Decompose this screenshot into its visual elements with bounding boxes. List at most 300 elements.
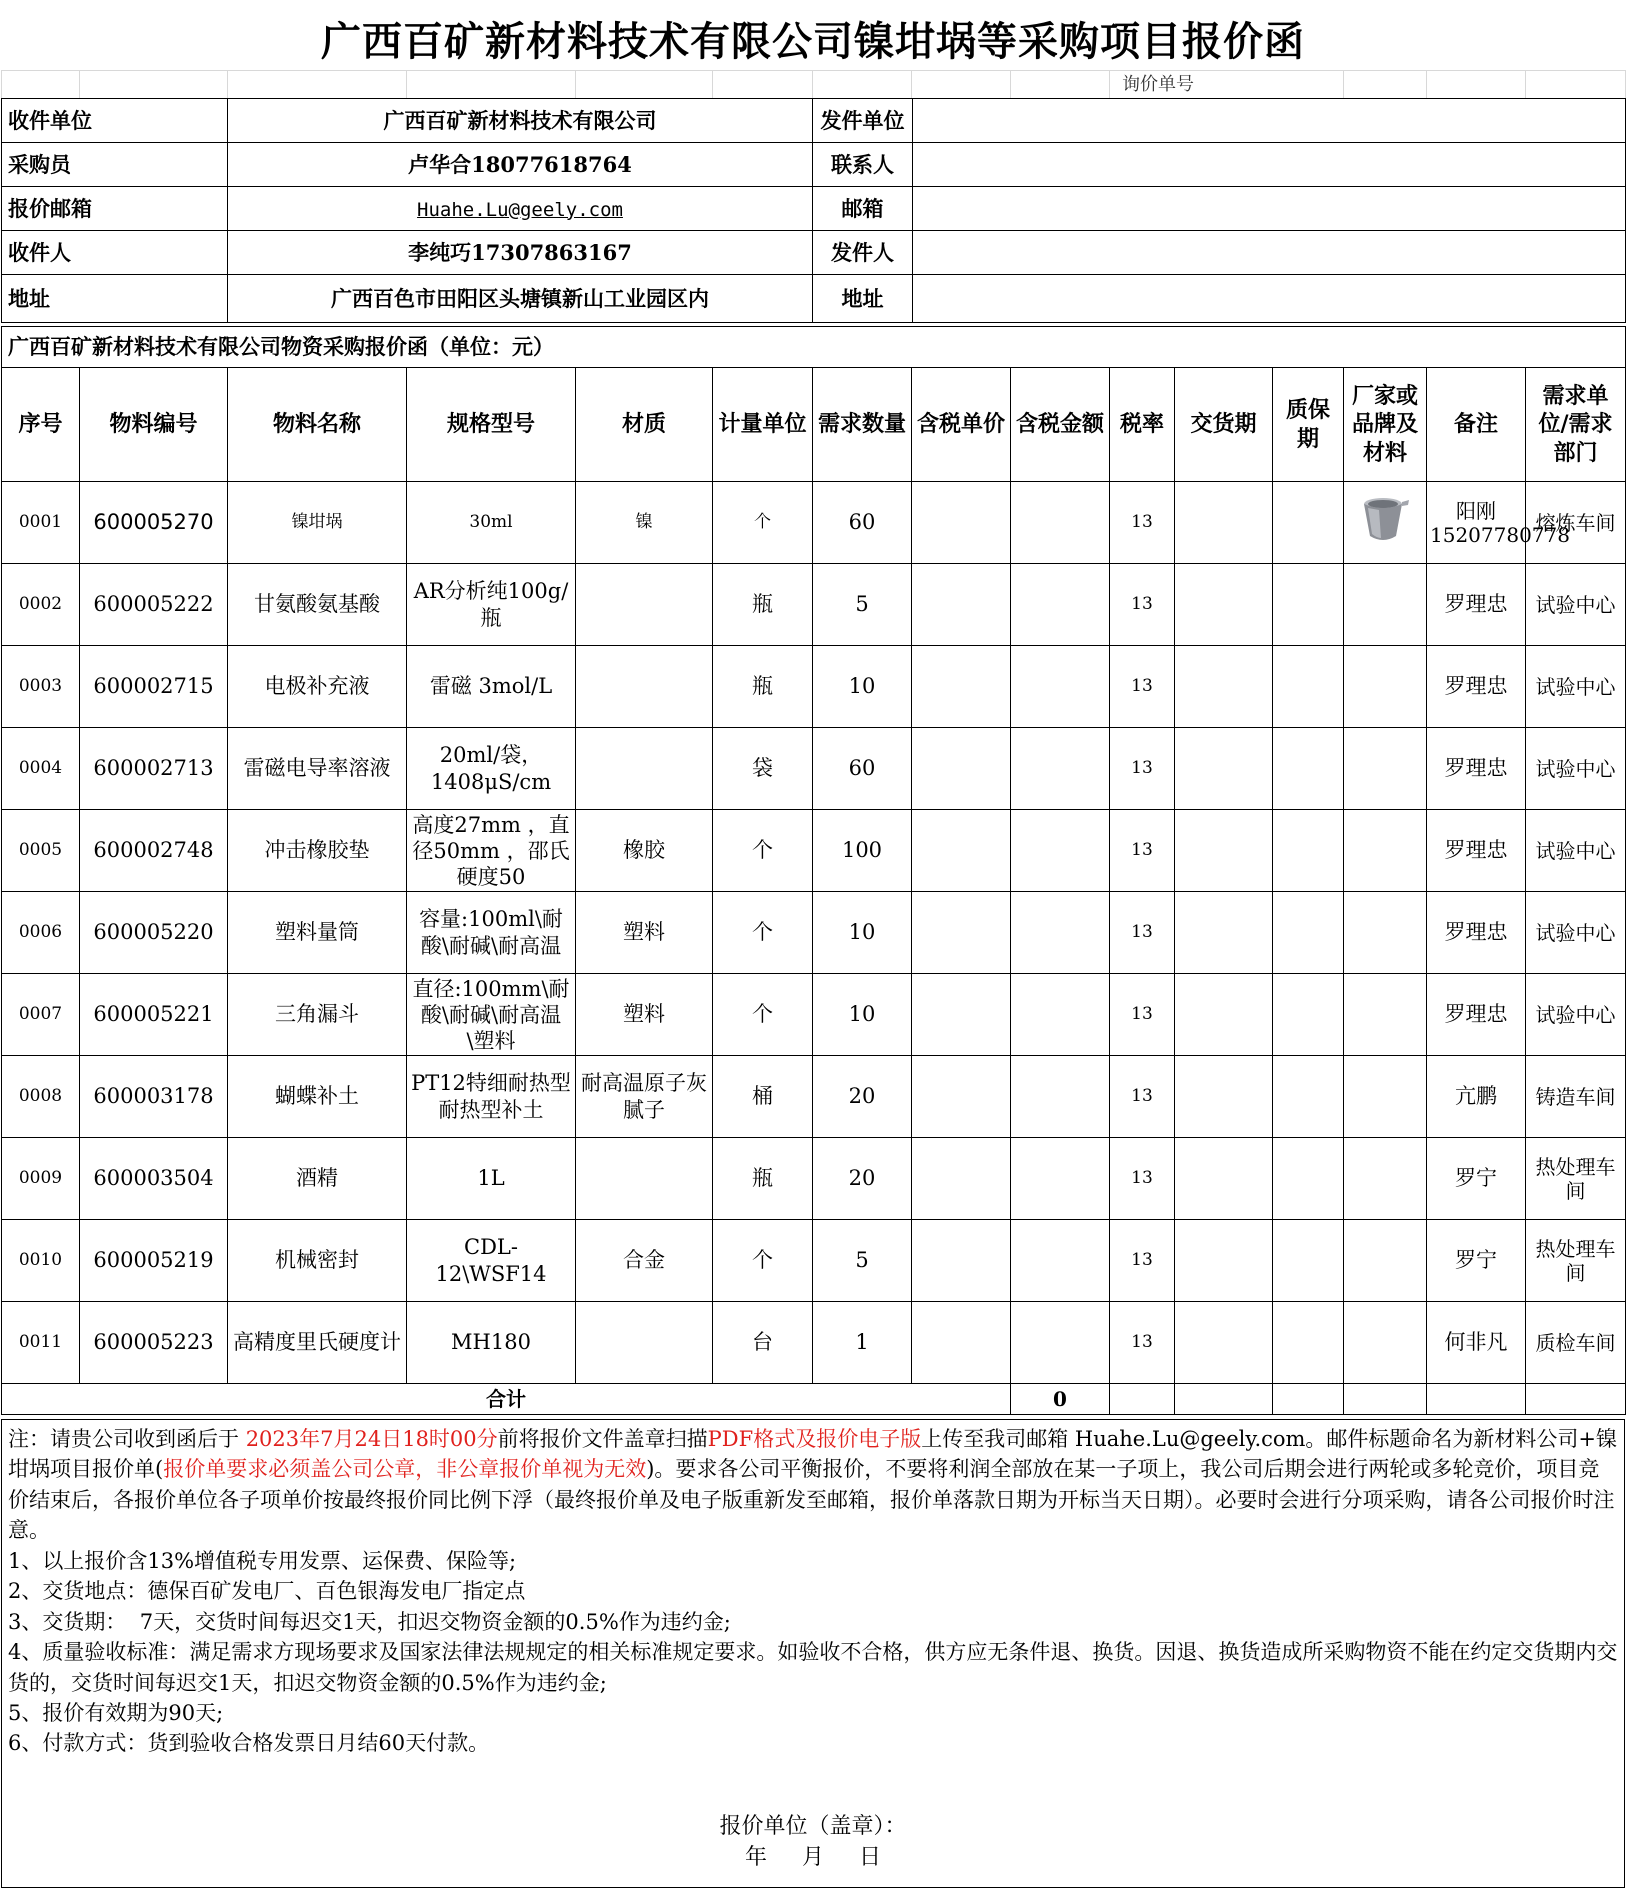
header-cell: 计量单位 [713,368,813,482]
buyer-label: 采购员 [2,143,228,187]
contact-label: 联系人 [813,143,913,187]
material-code [80,1138,228,1220]
unit-text: 瓶 [752,673,773,698]
tax-rate [1110,810,1175,892]
department-text: 质检车间 [1535,1330,1616,1355]
department-text: 铸造车间 [1535,1084,1616,1109]
spec [407,810,576,892]
material-code [80,646,228,728]
page-title: 广西百矿新材料技术有限公司镍坩埚等采购项目报价函 [321,17,1305,65]
department [1526,1220,1626,1302]
note-item: 4、质量验收标准：满足需求方现场要求及国家法律法规规定的相关标准规定要求。如验收不合格，供方应无条件退、换货。因退、换货造成所采购物资不能在约定交货期内交货的，交货时间每迟交1天，扣迟交物资金额的0.5%作为违约金; [8,1640,1618,1695]
material-name-text: 蝴蝶补土 [275,1083,359,1108]
warranty-input[interactable] [1273,1302,1344,1384]
material-code-text: 600005223 [93,1329,214,1354]
table-row [2,482,1626,564]
warranty-input[interactable] [1273,974,1344,1056]
warranty-input[interactable] [1273,810,1344,892]
delivery-input[interactable] [1175,1220,1273,1302]
notes-section [1,1419,1625,1888]
warranty-input[interactable] [1273,1220,1344,1302]
delivery-input[interactable] [1175,892,1273,974]
remark-text: 罗理忠 [1444,837,1508,862]
unit-text: 台 [752,1329,773,1354]
tax-rate [1110,1220,1175,1302]
quote-email-cell [228,187,813,231]
tax-rate-text: 13 [1131,676,1153,697]
tax-rate [1110,1056,1175,1138]
amount-input[interactable] [1011,728,1110,810]
material-text: 镍 [635,511,653,532]
quantity [813,728,912,810]
remark-text: 罗理忠 [1444,591,1508,616]
tax-rate [1110,646,1175,728]
row-number [2,974,80,1056]
row-number-text: 0001 [18,512,63,533]
crucible-image [1359,492,1411,546]
row-number [2,892,80,974]
deadline-text: 2023年7月24日18时00分 [245,1427,498,1451]
department-text: 试验中心 [1535,838,1616,863]
unit [713,728,813,810]
department-text: 热处理车间 [1535,1154,1616,1203]
material-name-text: 塑料量筒 [275,919,359,944]
brand-input[interactable] [1344,1220,1427,1302]
quantity [813,482,912,564]
quantity-text: 60 [848,755,876,780]
department [1526,974,1626,1056]
material [576,564,713,646]
row-number-text: 0004 [18,758,63,779]
material-code-text: 600005221 [93,1001,214,1026]
warranty-input[interactable] [1273,1138,1344,1220]
seal-label: 报价单位（盖章）： [719,1814,907,1839]
table-row [2,810,1626,892]
unit-text: 个 [752,837,773,862]
header-cell: 物料名称 [228,368,407,482]
material-name-text: 冲击橡胶垫 [264,837,370,862]
amount-input[interactable] [1011,646,1110,728]
spec-text: 直径:100mm\耐酸\耐碱\耐高温\塑料 [412,976,570,1053]
quantity [813,1302,912,1384]
material-code-text: 600002713 [93,755,214,780]
quantity-text: 20 [848,1165,876,1190]
amount-input[interactable] [1011,482,1110,564]
material-code-text: 600002715 [93,673,214,698]
spec [407,482,576,564]
seal-warning: 报价单要求必须盖公司公章，非公章报价单视为无效 [163,1457,647,1482]
recipient-value: 李纯巧17307863167 [228,231,813,275]
delivery-input[interactable] [1175,810,1273,892]
remark [1427,892,1526,974]
amount-input[interactable] [1011,1056,1110,1138]
tax-rate [1110,974,1175,1056]
department [1526,564,1626,646]
remark [1427,1138,1526,1220]
quantity-text: 5 [855,591,869,616]
spec-text: AR分析纯100g/瓶 [413,579,569,630]
total-row [2,1384,1626,1415]
brand-input[interactable] [1344,482,1427,564]
unit-price-input[interactable] [912,646,1011,728]
spec-text: 雷磁 3mol/L [429,674,553,699]
material-code-text: 600005220 [93,919,214,944]
row-number-text: 0011 [18,1332,63,1353]
row-number-text: 0007 [18,1004,63,1025]
delivery-input[interactable] [1175,974,1273,1056]
warranty-input[interactable] [1273,482,1344,564]
unit [713,1302,813,1384]
items-table [1,326,1626,1415]
unit-price-input[interactable] [912,564,1011,646]
email-value[interactable] [913,187,1626,231]
table-row [2,1220,1626,1302]
remark-text: 何非凡 [1444,1329,1508,1354]
header-cell: 质保期 [1273,368,1344,482]
header-cell: 序号 [2,368,80,482]
unit [713,892,813,974]
inquiry-label: 询价单号 [1110,71,1344,99]
unit-text: 个 [752,1001,773,1026]
department [1526,1302,1626,1384]
note-item: 5、报价有效期为90天; [8,1700,224,1725]
spec [407,892,576,974]
total-value: 0 [1011,1384,1110,1415]
department [1526,892,1626,974]
brand-input[interactable] [1344,1302,1427,1384]
remark [1427,646,1526,728]
unit-text: 个 [754,512,771,533]
material-code [80,974,228,1056]
department-text: 试验中心 [1535,592,1616,617]
remark [1427,728,1526,810]
spec [407,1302,576,1384]
material-name-text: 电极补充液 [264,673,370,698]
header-cell: 材质 [576,368,713,482]
remark-text: 罗理忠 [1444,673,1508,698]
table-subheading: 广西百矿新材料技术有限公司物资采购报价函（单位：元） [2,327,1626,368]
tax-rate-text: 13 [1131,1004,1153,1025]
department [1526,1056,1626,1138]
warranty-input[interactable] [1273,728,1344,810]
material-name [228,1302,407,1384]
material [576,728,713,810]
contact-value[interactable] [913,143,1626,187]
quantity [813,810,912,892]
unit-text: 个 [752,1247,773,1272]
warranty-input[interactable] [1273,892,1344,974]
delivery-input[interactable] [1175,482,1273,564]
unit-price-input[interactable] [912,1220,1011,1302]
unit-price-input[interactable] [912,1302,1011,1384]
material [576,482,713,564]
format-requirement: PDF格式及报价电子版 [707,1427,922,1451]
brand-input[interactable] [1344,1056,1427,1138]
address2-label: 地址 [813,275,913,323]
material-name [228,564,407,646]
material [576,974,713,1056]
buyer-value: 卢华合18077618764 [228,143,813,187]
department [1526,810,1626,892]
material [576,1302,713,1384]
unit [713,1220,813,1302]
receiver-unit-value: 广西百矿新材料技术有限公司 [228,99,813,143]
quantity-text: 1 [855,1329,869,1354]
warranty-input[interactable] [1273,1056,1344,1138]
quantity-text: 10 [848,1001,876,1026]
unit-price-input[interactable] [912,728,1011,810]
unit-price-input[interactable] [912,482,1011,564]
quantity-text: 60 [848,509,876,534]
material-name-text: 酒精 [296,1165,338,1190]
row-number-text: 0009 [18,1168,63,1189]
amount-input[interactable] [1011,1220,1110,1302]
unit-price-input[interactable] [912,892,1011,974]
material-name-text: 机械密封 [275,1247,359,1272]
row-number [2,810,80,892]
unit-text: 桶 [752,1083,773,1108]
header-cell: 规格型号 [407,368,576,482]
quantity [813,974,912,1056]
tax-rate-text: 13 [1131,512,1153,533]
material-name-text: 雷磁电导率溶液 [243,755,391,780]
tax-rate [1110,1138,1175,1220]
delivery-input[interactable] [1175,728,1273,810]
spec [407,1220,576,1302]
note-item: 2、交货地点：德保百矿发电厂、百色银海发电厂指定点 [8,1579,526,1604]
material-code [80,482,228,564]
unit-price-input[interactable] [912,810,1011,892]
warranty-input[interactable] [1273,646,1344,728]
row-number-text: 0006 [18,922,63,943]
material-name-text: 镍坩埚 [291,512,343,533]
header-cell: 交货期 [1175,368,1273,482]
amount-input[interactable] [1011,564,1110,646]
note-item: 1、以上报价含13%增值税专用发票、运保费、保险等; [8,1548,517,1573]
note-item: 6、付款方式：货到验收合格发票日月结60天付款。 [8,1731,490,1756]
material-code [80,564,228,646]
notes-text: 上传至我司邮箱 Huahe.Lu@geely.com。邮件标题命名为新材料公司+镍坩埚项目报价单( [8,1427,1618,1482]
unit [713,810,813,892]
notes-paragraph [8,1424,1618,1546]
delivery-input[interactable] [1175,1302,1273,1384]
amount-input[interactable] [1011,1302,1110,1384]
sender-unit-label: 发件单位 [813,99,913,143]
address2-value[interactable] [913,275,1626,323]
brand-input[interactable] [1344,564,1427,646]
row-number-text: 0003 [18,676,63,697]
remark-text: 罗理忠 [1444,919,1508,944]
delivery-input[interactable] [1175,1138,1273,1220]
quantity [813,1220,912,1302]
tax-rate-text: 13 [1131,1086,1153,1107]
spec [407,974,576,1056]
email-label: 邮箱 [813,187,913,231]
amount-input[interactable] [1011,974,1110,1056]
material-name-text: 三角漏斗 [275,1001,359,1026]
material-code-text: 600002748 [93,837,214,862]
spec [407,646,576,728]
department [1526,482,1626,564]
remark-text: 罗宁 [1455,1165,1497,1190]
address-label: 地址 [2,275,228,323]
spec-text: 20ml/袋，1408μS/cm [430,743,552,794]
unit-price-input[interactable] [912,974,1011,1056]
tax-rate-text: 13 [1131,1168,1153,1189]
remark-text: 罗理忠 [1444,755,1508,780]
remark-text: 亢鹏 [1455,1083,1497,1108]
unit-text: 瓶 [752,1165,773,1190]
spec [407,564,576,646]
tax-rate [1110,482,1175,564]
department [1526,646,1626,728]
tax-rate-text: 13 [1131,1332,1153,1353]
material-name-text: 高精度里氏硬度计 [233,1329,401,1354]
quantity [813,892,912,974]
tax-rate-text: 13 [1131,1250,1153,1271]
material-code-text: 600003504 [93,1165,214,1190]
quantity-text: 10 [848,919,876,944]
row-number-text: 0010 [18,1250,63,1271]
brand-input[interactable] [1344,974,1427,1056]
spec [407,1056,576,1138]
header-cell: 含税单价 [912,368,1011,482]
header-cell: 含税金额 [1011,368,1110,482]
table-header-row [2,368,1626,482]
material-code-text: 600003178 [93,1083,214,1108]
quote-email-label: 报价邮箱 [2,187,228,231]
material-text: 塑料 [623,920,665,945]
remark-text: 罗宁 [1455,1247,1497,1272]
delivery-input[interactable] [1175,564,1273,646]
brand-input[interactable] [1344,1138,1427,1220]
material-name [228,482,407,564]
row-number [2,564,80,646]
department [1526,1138,1626,1220]
material-name [228,646,407,728]
delivery-input[interactable] [1175,646,1273,728]
amount-input[interactable] [1011,892,1110,974]
brand-input[interactable] [1344,646,1427,728]
spec-text: 30ml [469,511,513,532]
table-row [2,646,1626,728]
spec-text: 1L [477,1166,505,1191]
material-text: 橡胶 [623,838,665,863]
quote-email-link[interactable]: Huahe.Lu@geely.com [417,198,623,221]
remark-text: 阳刚15207780778 [1430,498,1570,547]
table-row [2,892,1626,974]
notes-text: )。要求各公司平衡报价，不要将利润全部放在某一子项上，我公司后期会进行两轮或多轮竞价，项目竞价结束后，各报价单位各子项单价按最终报价同比例下浮（最终报价单及电子版重新发至邮箱，报价单落款日期为开标当天日期）。必要时会进行分项采购，请各公司报价时注意。 [8,1457,1615,1543]
header-cell: 厂家或品牌及材料 [1344,368,1427,482]
material-name [228,728,407,810]
spec [407,728,576,810]
remark [1427,1056,1526,1138]
brand-input[interactable] [1344,892,1427,974]
material [576,646,713,728]
spec-text: MH180 [451,1330,531,1355]
unit-price-input[interactable] [912,1056,1011,1138]
table-row [2,1138,1626,1220]
tax-rate-text: 13 [1131,922,1153,943]
department-text: 熔炼车间 [1535,510,1616,535]
tax-rate-text: 13 [1131,840,1153,861]
brand-input[interactable] [1344,810,1427,892]
warranty-input[interactable] [1273,564,1344,646]
material [576,892,713,974]
quantity [813,646,912,728]
quantity-text: 20 [848,1083,876,1108]
unit [713,564,813,646]
quantity [813,1056,912,1138]
table-row [2,974,1626,1056]
table-row [2,728,1626,810]
row-number [2,728,80,810]
sender-value[interactable] [913,231,1626,275]
amount-input[interactable] [1011,810,1110,892]
total-label: 合计 [2,1384,1011,1415]
material [576,810,713,892]
header-cell: 需求单位/需求部门 [1526,368,1626,482]
table-row [2,1056,1626,1138]
tax-rate [1110,1302,1175,1384]
material-name-text: 甘氨酸氨基酸 [254,591,380,616]
unit-price-input[interactable] [912,1138,1011,1220]
amount-input[interactable] [1011,1138,1110,1220]
material-code [80,810,228,892]
row-number [2,1138,80,1220]
material-code [80,1056,228,1138]
spec-text: CDL-12\WSF14 [435,1235,547,1286]
remark-text: 罗理忠 [1444,1001,1508,1026]
spec [407,1138,576,1220]
remark [1427,810,1526,892]
material [576,1220,713,1302]
row-number [2,1302,80,1384]
delivery-input[interactable] [1175,1056,1273,1138]
material-code-text: 600005219 [93,1247,214,1272]
material-code [80,1302,228,1384]
remark [1427,1302,1526,1384]
quantity-text: 10 [848,673,876,698]
unit [713,1056,813,1138]
brand-input[interactable] [1344,728,1427,810]
department [1526,728,1626,810]
material-text: 合金 [623,1248,665,1273]
sender-unit-value[interactable] [913,99,1626,143]
quantity [813,1138,912,1220]
header-cell: 需求数量 [813,368,912,482]
spec-text: 容量:100ml\耐酸\耐碱\耐高温 [419,907,563,958]
row-number-text: 0002 [18,594,63,615]
receiver-unit-label: 收件单位 [2,99,228,143]
material-code-text: 600005222 [93,591,214,616]
material-name [228,892,407,974]
inquiry-row [1,70,1626,99]
table-row [2,564,1626,646]
unit [713,1138,813,1220]
material-code [80,892,228,974]
note-item: 3、交货期： 7天，交货时间每迟交1天，扣迟交物资金额的0.5%作为违约金; [8,1609,731,1634]
material [576,1138,713,1220]
unit-text: 袋 [752,755,773,780]
material-code [80,728,228,810]
row-number [2,482,80,564]
spec-text: 高度27mm ，直径50mm ，邵氏硬度50 [412,812,570,889]
material-text: 耐高温原子灰腻子 [581,1071,707,1122]
spec-text: PT12特细耐热型耐热型补土 [411,1071,571,1122]
material-text: 塑料 [623,1002,665,1027]
address-value: 广西百色市田阳区头塘镇新山工业园区内 [228,275,813,323]
